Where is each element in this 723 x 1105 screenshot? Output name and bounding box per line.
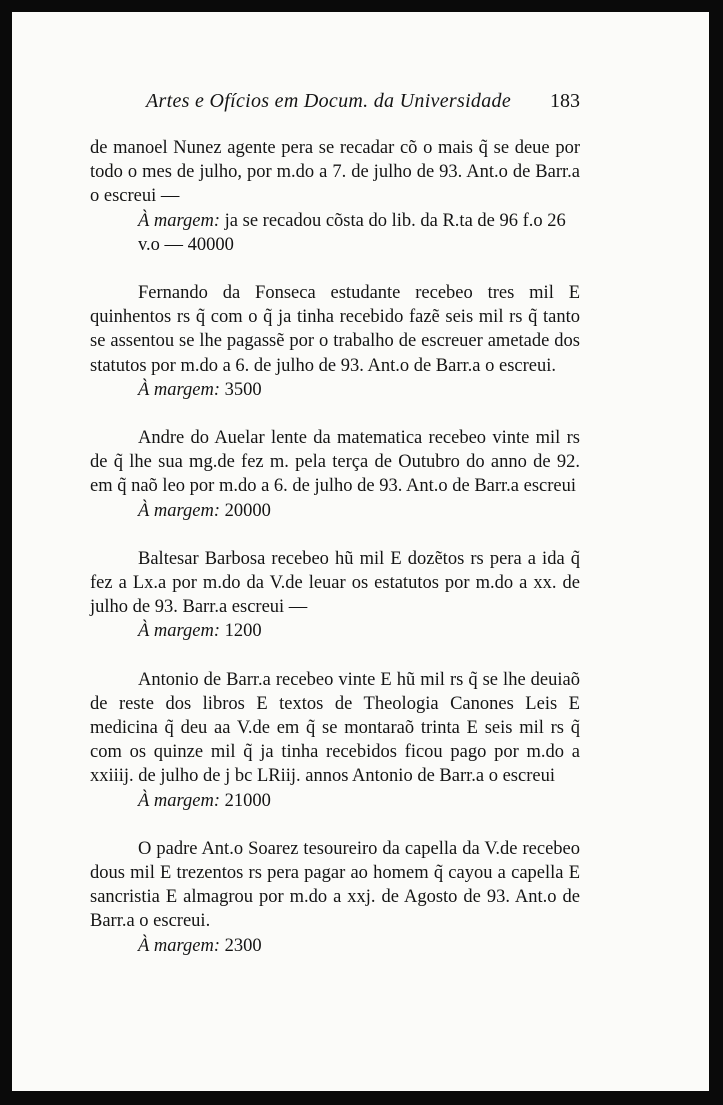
document-body [90,136,580,982]
document-entry [90,837,580,958]
document-entry [90,426,580,523]
entry-text: de manoel Nunez agente pera se recadar cõ o mais q̃ se deue por todo o mes de julho, por m.do a 7. de julho de 93. Ant.o de Barr.a o escreui — [90,138,580,207]
margin-label: À margem: [138,500,221,521]
margin-text: 21000 [224,790,271,811]
running-title: Artes e Ofícios em Docum. da Universidade [146,90,512,112]
document-entry [90,547,580,644]
entry-text: Antonio de Barr.a recebeo vinte E hũ mil rs q̃ se lhe deuiaõ de reste dos libros E textos de Theologia Canones Leis E medicina q̃ deu aa V.de em q̃ se montaraõ trinta E seis mil rs q̃ com os quinze mil q̃ ja tinha recebidos ficou pago por m.do a xxiiij. de julho de j bc LRiij. annos Antonio de Barr.a o escreui [90,669,580,787]
book-page [12,12,709,1091]
margin-label: À margem: [138,621,221,642]
margin-label: À margem: [138,379,221,400]
document-entry [90,136,580,257]
margin-text: ja se recadou cõsta do lib. da R.ta de 96 f.o 26 v.o — 40000 [138,210,566,255]
entry-text: Andre do Auelar lente da matematica recebeo vinte mil rs de q̃ lhe sua mg.de fez m. pela terça de Outubro do anno de 92. em q̃ naõ leo por m.do a 6. de julho de 93. Ant.o de Barr.a escreui [90,428,580,497]
margin-note [90,209,580,257]
entry-text: Fernando da Fonseca estudante recebeo tres mil E quinhentos rs q̃ com o q̃ ja tinha recebido fazẽ seis mil rs q̃ tanto se assentou se lhe pagassẽ por o trabalho de escreuer ametade dos statutos por m.do a 6. de julho de 93. Ant.o de Barr.a o escreui. [90,283,580,376]
margin-label: À margem: [138,935,221,956]
margin-label: À margem: [138,210,221,231]
margin-note [90,619,580,643]
margin-note [90,499,580,523]
document-entry [90,281,580,402]
margin-text: 1200 [224,621,262,642]
running-header [146,88,580,114]
margin-text: 20000 [224,500,271,521]
page-number: 183 [550,90,580,112]
entry-text: O padre Ant.o Soarez tesoureiro da capella da V.de recebeo dous mil E trezentos rs pera pagar ao homem q̃ cayou a capella E sancristia E almagrou por m.do a xxj. de Agosto de 93. Ant.o de Barr.a o escreui. [90,838,580,932]
margin-text: 2300 [224,935,262,956]
entry-text: Baltesar Barbosa recebeo hũ mil E dozẽtos rs pera a ida q̃ fez a Lx.a por m.do da V.de leuar os estatutos por m.do a xx. de julho de 93. Barr.a escreui — [90,548,580,618]
document-entry [90,668,580,813]
margin-text: 3500 [224,379,262,400]
margin-note [90,378,580,402]
margin-note [90,934,580,958]
margin-label: À margem: [138,790,221,811]
margin-note [90,789,580,813]
